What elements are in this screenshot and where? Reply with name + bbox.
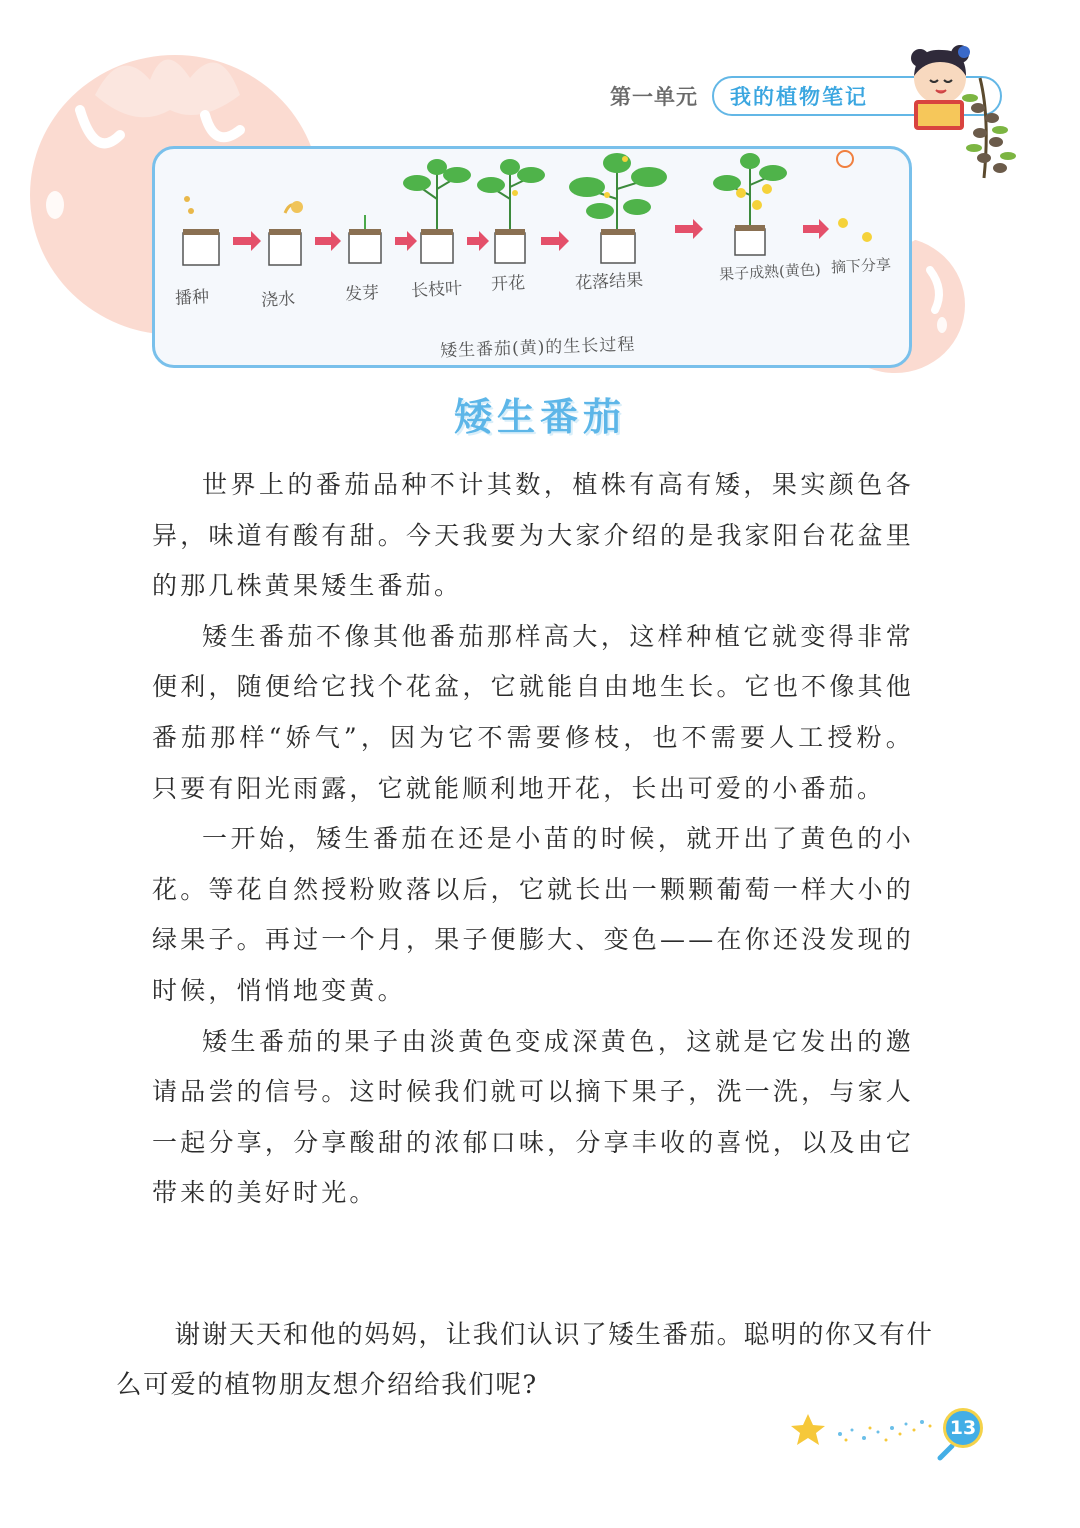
reading-girl-mascot-icon: [900, 38, 1030, 188]
stage-label-sharing: 摘下分享: [830, 255, 892, 277]
article-paragraph: 矮生番茄不像其他番茄那样高大，这样种植它就变得非常便利，随便给它找个花盆，它就能自由地生长。它也不像其他番茄那样“娇气”，因为它不需要修枝，也不需要人工授粉。只要有阳光雨露，它就能顺利地开花，长出可爱的小番茄。: [152, 621, 914, 803]
article-paragraph: 一开始，矮生番茄在还是小苗的时候，就开出了黄色的小花。等花自然授粉败落以后，它就长出一颗颗葡萄一样大小的绿果子。再过一个月，果子便膨大、变色——在你还没发现的时候，悄悄地变黄。: [152, 824, 914, 1005]
article-paragraph: 世界上的番茄品种不计其数，植株有高有矮，果实颜色各异，味道有酸有甜。今天我要为大家介绍的是我家阳台花盆里的那几株黄果矮生番茄。: [152, 470, 914, 601]
stage-label-fruiting: 花落结果: [574, 270, 644, 294]
stage-label-ripening: 果子成熟(黄色): [718, 260, 822, 284]
article-body: [152, 460, 914, 1219]
stage-label-watering: 浇水: [260, 289, 296, 311]
closing-remark: 谢谢天天和他的妈妈，让我们认识了矮生番茄。聪明的你又有什么可爱的植物朋友想介绍给我们呢?: [116, 1320, 934, 1400]
drawing-caption: 矮生番茄(黄)的生长过程: [439, 334, 636, 362]
stage-label-sowing: 播种: [174, 287, 210, 309]
stage-label-sprouting: 发芽: [344, 283, 380, 305]
article-paragraph: 矮生番茄的果子由淡黄色变成深黄色，这就是它发出的邀请品尝的信号。这时候我们就可以摘下果子，洗一洗，与家人一起分享，分享酸甜的浓郁口味，分享丰收的喜悦，以及由它带来的美好时光。: [152, 1026, 914, 1208]
stage-label-leaves: 长枝叶: [410, 278, 463, 302]
article-title: 矮生番茄: [453, 395, 626, 439]
page-number: 13: [943, 1408, 983, 1448]
book-title: 我的植物笔记: [730, 85, 868, 109]
unit-label: 第一单元: [610, 85, 698, 109]
growth-process-drawing: [152, 146, 912, 368]
stage-label-flowering: 开花: [490, 273, 526, 295]
